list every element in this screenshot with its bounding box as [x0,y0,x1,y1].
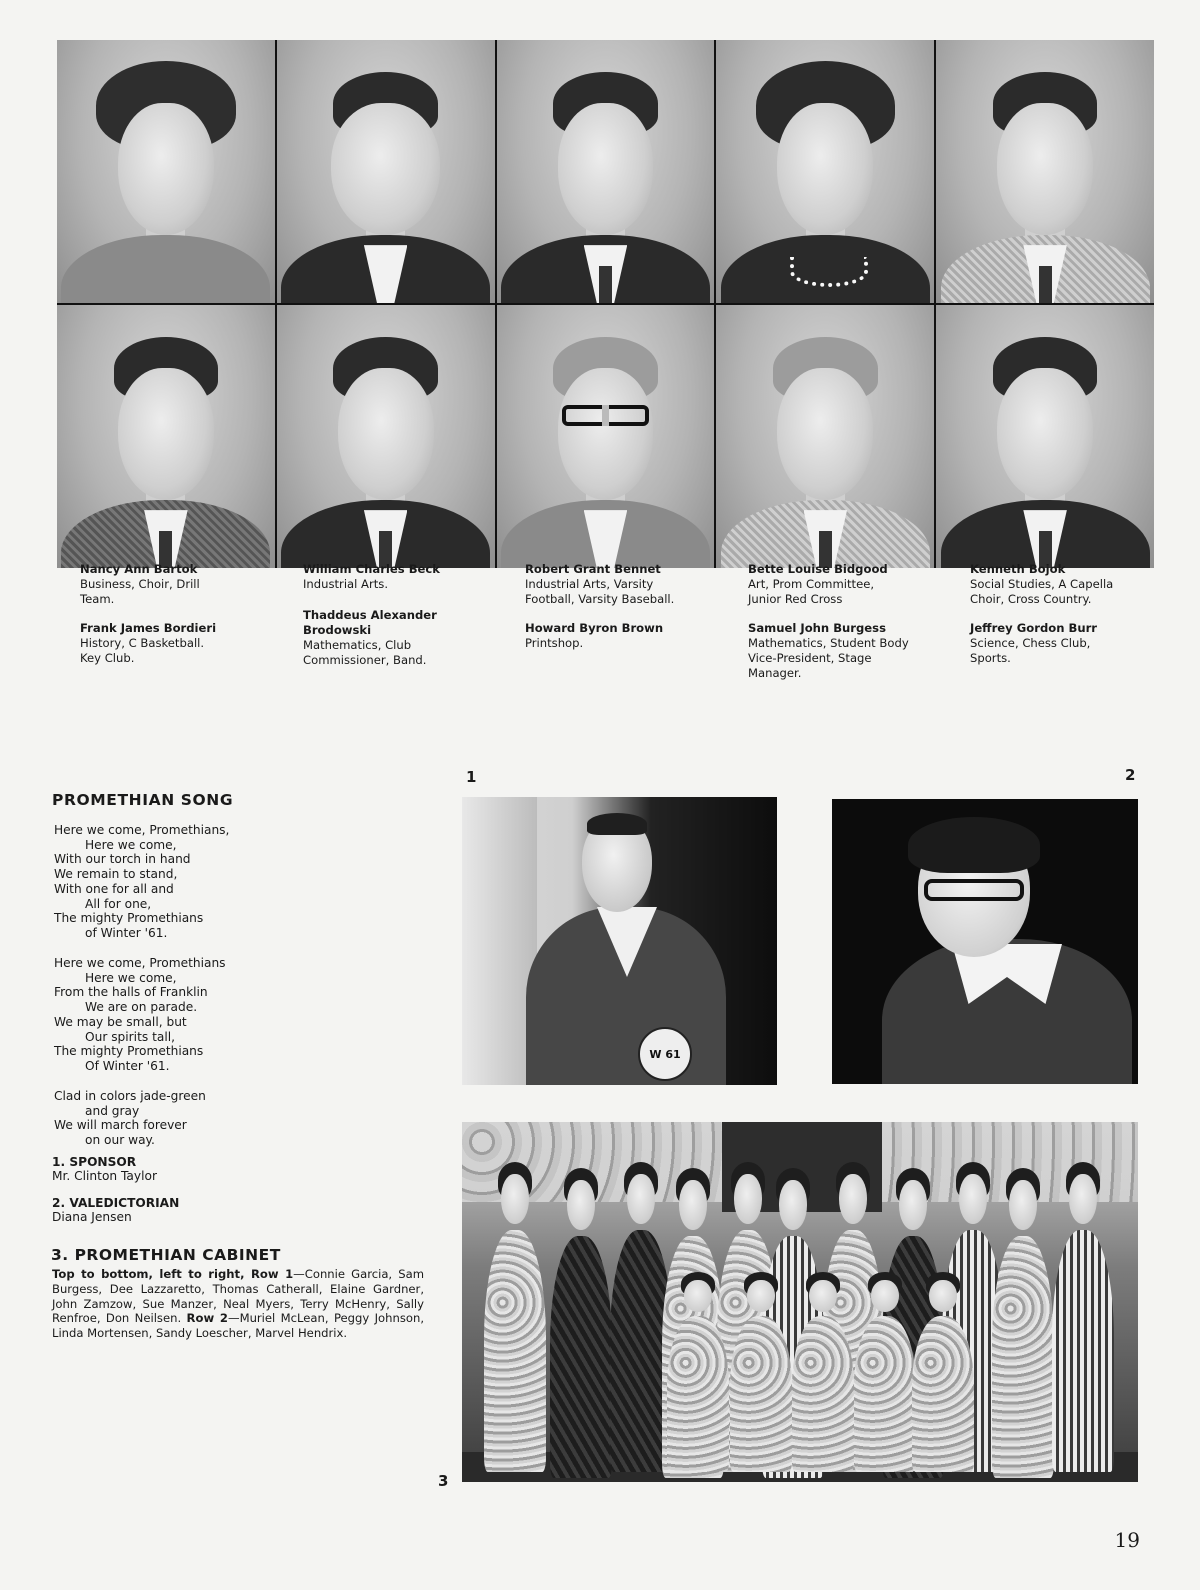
cabinet-row2-names: —Muriel McLean, Peggy Johnson, Linda Mortensen, Sandy Loescher, Marvel Hendrix. [52,1311,425,1341]
group-member [484,1162,546,1472]
hair [908,817,1040,873]
portrait-frank-bordieri [57,305,275,568]
song-verse-3 [54,1089,206,1148]
verse-line: Our spirits tall, [85,1029,175,1044]
student-activities: History, C Basketball. Key Club. [80,636,205,665]
cabinet-caption [52,1267,424,1341]
student-caption [525,562,730,607]
group-member [992,1168,1054,1478]
portrait-thaddeus-brodowski [277,305,495,568]
caption-column-1 [80,562,285,680]
verse-line: The mighty Promethians [54,1044,204,1059]
caption-column-5 [970,562,1175,680]
student-caption [970,621,1175,666]
student-caption [970,562,1175,607]
cabinet-title: 3. PROMETHIAN CABINET [51,1246,281,1264]
glasses-icon [924,879,1024,901]
student-caption [748,621,953,681]
verse-line: We remain to stand, [54,867,178,882]
song-verse-1 [54,823,229,941]
sponsor-heading: 1. SPONSOR [52,1155,137,1169]
student-caption [80,621,285,666]
student-activities: Art, Prom Committee, Junior Red Cross [748,577,875,606]
group-member [792,1272,854,1472]
student-caption [525,621,730,651]
verse-line: of Winter '61. [85,925,168,940]
student-activities: Industrial Arts, Varsity Football, Varsity Baseball. [525,577,675,606]
student-name: Jeffrey Gordon Burr [970,621,1098,635]
group-member [912,1272,974,1472]
student-name: Thaddeus Alexander Brodowski [303,608,437,637]
verse-line: Clad in colors jade-green [54,1089,206,1103]
portrait-bette-bidgood [716,40,934,303]
student-name: Howard Byron Brown [525,621,664,635]
verse-line: We are on parade. [85,1000,198,1015]
verse-line: With our torch in hand [54,852,191,867]
group-member [550,1168,612,1478]
student-name: Kenneth Bojok [970,562,1066,576]
valedictorian-heading: 2. VALEDICTORIAN [52,1196,180,1210]
student-activities: Mathematics, Student Body Vice-President, Stage Manager. [748,636,909,680]
student-caption [80,562,285,607]
cabinet-row2-label: Row 2 [186,1311,228,1326]
student-caption [303,562,508,592]
verse-line: Here we come, Promethians [54,956,226,970]
caption-column-4 [748,562,953,695]
song-verse-2 [54,956,226,1074]
student-name: Robert Grant Bennet [525,562,661,576]
group-member [667,1272,729,1472]
student-name: Samuel John Burgess [748,621,886,635]
cabinet-row1-names: —Connie Garcia, Sam Burgess, Dee Lazzaretto, Thomas Catherall, Elaine Gardner, John Zamzow, Sue Manzer, Neal Myers, Terry McHenry, Sally Renfroe, Don Neilsen. [52,1267,425,1326]
group-member [854,1272,916,1472]
sponsor-caption [52,1155,157,1183]
verse-line: and gray [85,1103,140,1118]
verse-line: From the halls of Franklin [54,985,208,1000]
student-activities: Social Studies, A Capella Choir, Cross Country. [970,577,1114,606]
verse-line: With one for all and [54,881,174,896]
photo-number-3: 3 [438,1472,449,1490]
caption-column-2 [303,562,508,682]
student-name: Frank James Bordieri [80,621,217,635]
valedictorian-caption [52,1196,179,1224]
student-activities: Business, Choir, Drill Team. [80,577,200,606]
verse-line: Here we come, [85,970,177,985]
verse-line: Of Winter '61. [85,1058,170,1073]
sweater-emblem: W 61 [638,1027,692,1081]
verse-line: We may be small, but [54,1014,187,1029]
student-activities: Science, Chess Club, Sports. [970,636,1091,665]
sponsor-name: Mr. Clinton Taylor [52,1169,157,1183]
page-number: 19 [1114,1528,1140,1552]
song-title: PROMETHIAN SONG [52,791,234,809]
valedictorian-photo [832,799,1138,1084]
student-activities: Printshop. [525,636,584,650]
verse-line: Here we come, Promethians, [54,823,230,837]
verse-line: All for one, [85,896,152,911]
valedictorian-name: Diana Jensen [52,1210,132,1224]
student-activities: Mathematics, Club Commissioner, Band. [303,638,427,667]
cabinet-group-photo [462,1122,1138,1482]
student-caption [303,608,508,668]
sponsor-photo [462,797,777,1085]
portrait-nancy-bartok [57,40,275,303]
student-caption [748,562,953,607]
portrait-samuel-burgess [716,305,934,568]
student-name: Nancy Ann Bartok [80,562,198,576]
group-member [730,1272,792,1472]
student-name: William Charles Beck [303,562,440,576]
student-name: Bette Louise Bidgood [748,562,888,576]
portrait-jeffrey-burr [936,305,1154,568]
caption-column-3 [525,562,730,665]
portrait-grid [57,40,1154,568]
photo-number-2: 2 [1125,766,1136,784]
cabinet-caption-lead: Top to bottom, left to right, Row 1 [52,1267,294,1281]
verse-line: on our way. [85,1133,155,1148]
portrait-william-beck [277,40,495,303]
photo-number-1: 1 [466,768,477,786]
portrait-kenneth-bojok [936,40,1154,303]
student-activities: Industrial Arts. [303,577,389,591]
group-member [1052,1162,1114,1472]
verse-line: Here we come, [85,837,177,852]
verse-line: We will march forever [54,1118,187,1133]
portrait-howard-brown [497,305,715,568]
portrait-robert-bennet [497,40,715,303]
verse-line: The mighty Promethians [54,911,204,926]
